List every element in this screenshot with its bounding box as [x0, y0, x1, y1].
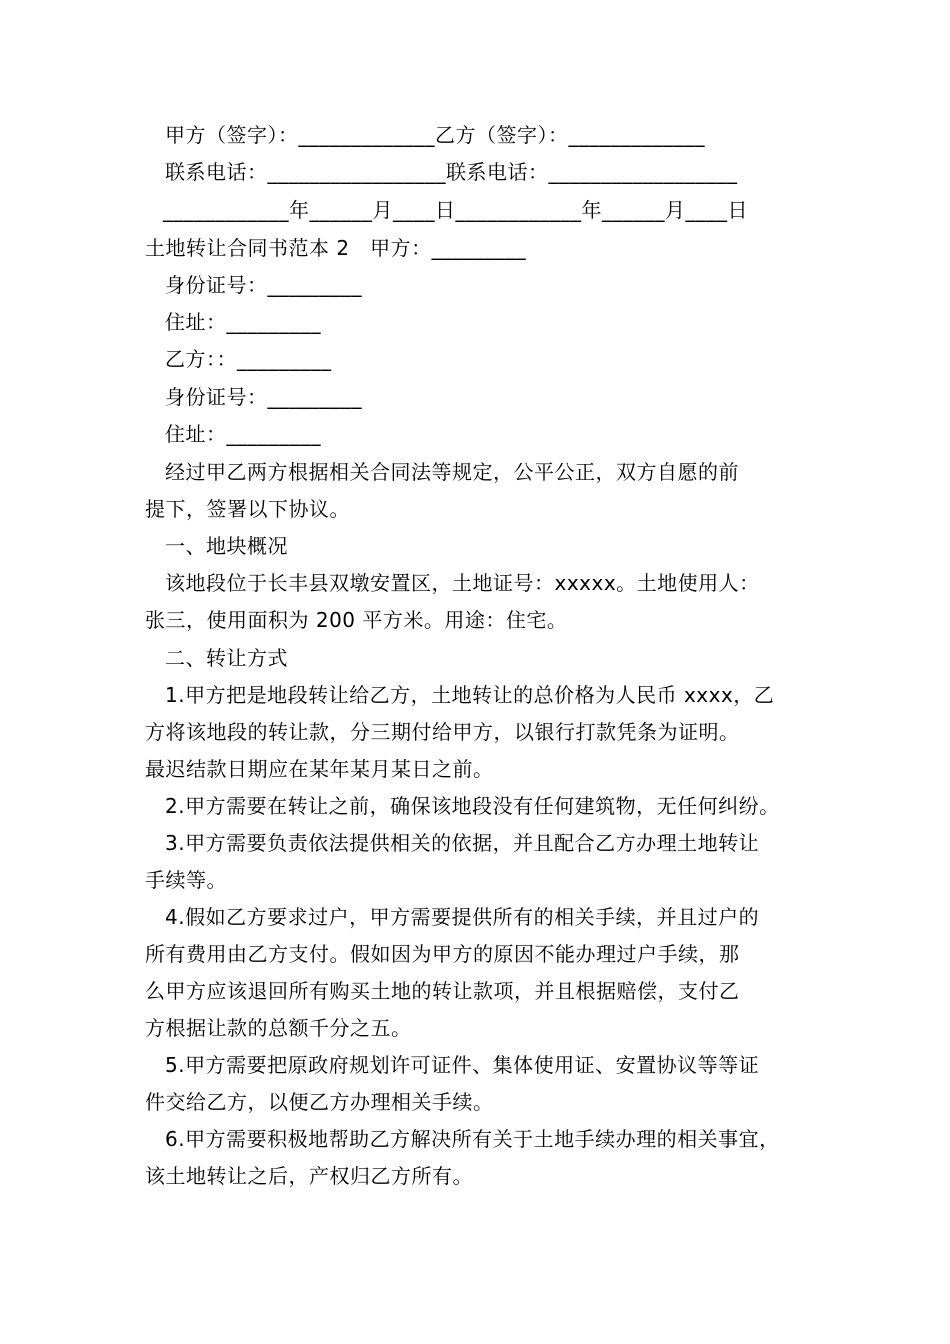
- party-a-id-line: 身份证号：_________: [165, 273, 362, 297]
- signature-line: 甲方（签字）：_____________乙方（签字）：_____________: [165, 123, 705, 147]
- clause-1-line-1: 1.甲方把是地段转让给乙方，土地转让的总价格为人民币 xxxx，乙: [165, 683, 775, 707]
- clause-4-line-2: 所有费用由乙方支付。假如因为甲方的原因不能办理过户手续，那: [145, 942, 740, 966]
- contract-title-line: 土地转让合同书范本 2 甲方：_________: [145, 236, 527, 260]
- preamble-line-1: 经过甲乙两方根据相关合同法等规定，公平公正，双方自愿的前: [165, 460, 739, 484]
- section-heading-1: 一、地块概况: [165, 534, 288, 558]
- clause-4-line-1: 4.假如乙方要求过户，甲方需要提供所有的相关手续，并且过户的: [165, 905, 760, 929]
- clause-6-line-2: 该土地转让之后，产权归乙方所有。: [145, 1164, 473, 1188]
- clause-3-line-2: 手续等。: [145, 868, 227, 892]
- clause-4-line-4: 方根据让款的总额千分之五。: [145, 1016, 412, 1040]
- clause-5-line-1: 5.甲方需要把原政府规划许可证件、集体使用证、安置协议等等证: [165, 1053, 760, 1077]
- phone-line: 联系电话：_________________联系电话：__________________: [165, 160, 738, 184]
- clause-4-line-3: 么甲方应该退回所有购买土地的转让款项，并且根据赔偿，支付乙: [145, 979, 740, 1003]
- land-overview-line-1: 该地段位于长丰县双墩安置区，土地证号：xxxxx。土地使用人：: [165, 571, 760, 595]
- party-b-address-line: 住址：_________: [165, 422, 321, 446]
- land-overview-line-2: 张三，使用面积为 200 平方米。用途：住宅。: [145, 608, 568, 632]
- section-heading-2: 二、转让方式: [165, 646, 288, 670]
- clause-3-line-1: 3.甲方需要负责依法提供相关的依据，并且配合乙方办理土地转让: [165, 831, 760, 855]
- party-b-line: 乙方：：_________: [165, 347, 332, 371]
- clause-6-line-1: 6.甲方需要积极地帮助乙方解决所有关于土地手续办理的相关事宜，: [165, 1127, 780, 1151]
- date-line: ____________年______月____日____________年______月____日: [163, 198, 748, 222]
- clause-5-line-2: 件交给乙方，以便乙方办理相关手续。: [145, 1090, 494, 1114]
- party-a-address-line: 住址：_________: [165, 310, 321, 334]
- preamble-line-2: 提下，签署以下协议。: [145, 497, 350, 521]
- party-b-id-line: 身份证号：_________: [165, 385, 362, 409]
- clause-2-line-1: 2.甲方需要在转让之前，确保该地段没有任何建筑物，无任何纠纷。: [165, 794, 780, 818]
- clause-1-line-2: 方将该地段的转让款，分三期付给甲方，以银行打款凭条为证明。: [145, 720, 740, 744]
- clause-1-line-3: 最迟结款日期应在某年某月某日之前。: [145, 757, 494, 781]
